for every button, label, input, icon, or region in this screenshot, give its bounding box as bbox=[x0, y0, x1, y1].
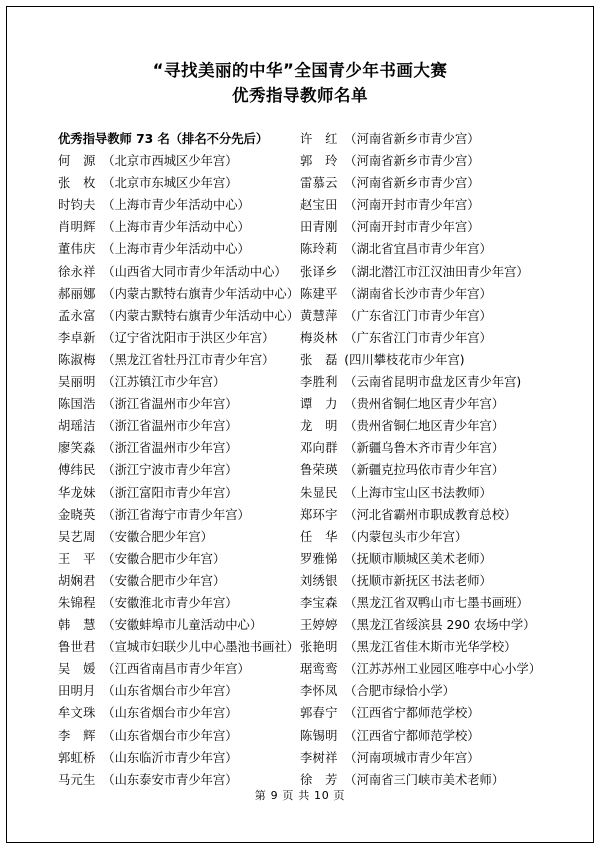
teacher-org: （合肥市绿恰小学） bbox=[344, 684, 455, 699]
name-list-columns bbox=[58, 128, 542, 791]
list-item bbox=[300, 261, 542, 283]
list-item bbox=[58, 548, 300, 570]
teacher-name: 王 平 bbox=[58, 551, 96, 566]
teacher-name: 李树祥 bbox=[300, 750, 338, 765]
list-item bbox=[300, 194, 542, 216]
teacher-org: （上海市青少年活动中心） bbox=[102, 220, 250, 235]
teacher-org: （山东泰安市青少年宫） bbox=[102, 772, 238, 787]
list-item bbox=[300, 504, 542, 526]
teacher-org: （山东省烟台市少年宫） bbox=[102, 706, 238, 721]
teacher-org: （内蒙古默特右旗青少年活动中心） bbox=[102, 308, 300, 323]
list-item bbox=[300, 172, 542, 194]
list-item bbox=[58, 459, 300, 481]
list-item bbox=[300, 680, 542, 702]
list-item bbox=[300, 128, 542, 150]
list-item bbox=[300, 393, 542, 415]
teacher-name: 邓向群 bbox=[300, 441, 338, 456]
teacher-name: 李胜利 bbox=[300, 375, 338, 390]
teacher-org: （河南省新乡市青少宫） bbox=[344, 176, 480, 191]
teacher-name: 李 辉 bbox=[58, 728, 96, 743]
teacher-name: 张 磊 bbox=[300, 352, 338, 367]
document-content bbox=[58, 58, 542, 791]
list-item bbox=[58, 526, 300, 548]
teacher-name: 何 源 bbox=[58, 154, 96, 169]
teacher-org: （内蒙包头市少年宫） bbox=[344, 529, 468, 544]
teacher-org: （抚顺市新抚区书法老师） bbox=[344, 573, 492, 588]
list-item bbox=[300, 283, 542, 305]
teacher-name: 罗雅悌 bbox=[300, 551, 338, 566]
teacher-name: 徐永祥 bbox=[58, 264, 96, 279]
teacher-name: 吴艺周 bbox=[58, 529, 96, 544]
list-item bbox=[58, 504, 300, 526]
teacher-org: （安徽淮北市青少年宫） bbox=[102, 595, 238, 610]
teacher-org: （广东省江门市青少年宫） bbox=[344, 308, 492, 323]
teacher-name: 马元生 bbox=[58, 772, 96, 787]
teacher-name: 郭虹桥 bbox=[58, 750, 96, 765]
list-item bbox=[58, 172, 300, 194]
teacher-name: 郝丽娜 bbox=[58, 286, 96, 301]
list-item bbox=[58, 658, 300, 680]
teacher-org: （浙江省海宁市青少年宫） bbox=[102, 507, 250, 522]
teacher-org: （湖南省长沙市青少年宫） bbox=[344, 286, 492, 301]
teacher-name: 田明月 bbox=[58, 684, 96, 699]
teacher-name: 董伟庆 bbox=[58, 242, 96, 257]
list-item bbox=[58, 305, 300, 327]
list-item bbox=[300, 658, 542, 680]
list-item bbox=[300, 415, 542, 437]
teacher-name: 孟永富 bbox=[58, 308, 96, 323]
teacher-org: （新疆克拉玛依市青少年宫） bbox=[344, 463, 505, 478]
teacher-org: （浙江省温州市少年宫） bbox=[102, 441, 238, 456]
teacher-org: （辽宁省沈阳市于洪区少年宫） bbox=[102, 330, 275, 345]
teacher-name: 廖笑淼 bbox=[58, 441, 96, 456]
list-item bbox=[300, 747, 542, 769]
teacher-name: 韩 慧 bbox=[58, 618, 96, 633]
teacher-name: 陈淑梅 bbox=[58, 352, 96, 367]
list-item bbox=[300, 150, 542, 172]
teacher-name: 赵宝田 bbox=[300, 198, 338, 213]
teacher-org: （江西省宁都师范学校） bbox=[344, 728, 480, 743]
teacher-org: （黑龙江省绥滨县 290 农场中学） bbox=[344, 618, 536, 633]
list-item bbox=[58, 216, 300, 238]
teacher-name: 刘绣银 bbox=[300, 573, 338, 588]
teacher-name: 王婷婷 bbox=[300, 618, 338, 633]
teacher-org: （黑龙江省牡丹江市青少年宫） bbox=[102, 352, 275, 367]
list-item bbox=[300, 636, 542, 658]
teacher-name: 陈锡明 bbox=[300, 728, 338, 743]
teacher-org: （黑龙江省佳木斯市光华学校） bbox=[344, 640, 517, 655]
teacher-org: （上海市青少年活动中心） bbox=[102, 198, 250, 213]
list-item bbox=[58, 680, 300, 702]
teacher-name: 张译乡 bbox=[300, 264, 338, 279]
teacher-org: （北京市东城区少年宫） bbox=[102, 176, 238, 191]
list-item bbox=[58, 194, 300, 216]
list-item bbox=[58, 482, 300, 504]
right-column bbox=[300, 128, 542, 791]
teacher-name: 郭 玲 bbox=[300, 154, 338, 169]
teacher-name: 金晓英 bbox=[58, 507, 96, 522]
teacher-name: 胡娴君 bbox=[58, 573, 96, 588]
teacher-name: 傅纬民 bbox=[58, 463, 96, 478]
teacher-name: 许 红 bbox=[300, 132, 338, 146]
teacher-name: 朱显民 bbox=[300, 485, 338, 500]
teacher-name: 李宝森 bbox=[300, 595, 338, 610]
teacher-name: 雷慕云 bbox=[300, 176, 338, 191]
list-item bbox=[300, 305, 542, 327]
list-item bbox=[58, 702, 300, 724]
teacher-name: 张艳明 bbox=[300, 640, 338, 655]
teacher-name: 任 华 bbox=[300, 529, 338, 544]
teacher-name: 鲁荣瑛 bbox=[300, 463, 338, 478]
teacher-org: （浙江富阳市青少年宫） bbox=[102, 485, 238, 500]
list-item bbox=[300, 548, 542, 570]
teacher-org: （浙江省温州市少年宫） bbox=[102, 397, 238, 412]
teacher-name: 牟文珠 bbox=[58, 706, 96, 721]
teacher-name: 胡瑶洁 bbox=[58, 419, 96, 434]
teacher-name: 谭 力 bbox=[300, 397, 338, 412]
teacher-org: （宣城市妇联少儿中心墨池书画社） bbox=[102, 640, 300, 655]
teacher-org: （安徽合肥市少年宫） bbox=[102, 573, 226, 588]
teacher-name: 肖明辉 bbox=[58, 220, 96, 235]
teacher-org: （安徽合肥少年宫） bbox=[102, 529, 213, 544]
list-item bbox=[58, 327, 300, 349]
page-footer: 第 9 页 共 10 页 bbox=[254, 789, 346, 802]
list-item bbox=[58, 150, 300, 172]
teacher-org: （河南开封市青少年宫） bbox=[344, 220, 480, 235]
left-column bbox=[58, 128, 300, 791]
teacher-org: （山东省烟台市少年宫） bbox=[102, 684, 238, 699]
teacher-org: （浙江省温州市少年宫） bbox=[102, 419, 238, 434]
list-item bbox=[58, 614, 300, 636]
teacher-org: （山东省烟台市少年宫） bbox=[102, 728, 238, 743]
list-item bbox=[58, 636, 300, 658]
title-line-1: “寻找美丽的中华”全国青少年书画大赛 bbox=[152, 61, 448, 80]
list-item bbox=[58, 570, 300, 592]
list-item bbox=[300, 702, 542, 724]
list-item bbox=[300, 482, 542, 504]
teacher-name: 李卓新 bbox=[58, 330, 96, 345]
title-line-2: 优秀指导教师名单 bbox=[232, 86, 368, 105]
teacher-org: （河北省霸州市职成教育总校） bbox=[344, 507, 517, 522]
teacher-name: 陈建平 bbox=[300, 286, 338, 301]
teacher-org: （河南项城市青少年宫） bbox=[344, 750, 480, 765]
teacher-name: 郑环宇 bbox=[300, 507, 338, 522]
list-item bbox=[300, 216, 542, 238]
list-item bbox=[300, 459, 542, 481]
teacher-name: 张 枚 bbox=[58, 176, 96, 191]
teacher-name: 黄慧萍 bbox=[300, 308, 338, 323]
list-item bbox=[300, 725, 542, 747]
teacher-org: （湖北省宜昌市青少年宫） bbox=[344, 242, 492, 257]
teacher-name: 郭春宁 bbox=[300, 706, 338, 721]
teacher-org: （安徽蚌埠市儿童活动中心） bbox=[102, 618, 263, 633]
list-item bbox=[58, 371, 300, 393]
list-item bbox=[300, 327, 542, 349]
teacher-org: （抚顺市顺城区美术老师） bbox=[344, 551, 492, 566]
teacher-name: 华龙妹 bbox=[58, 485, 96, 500]
teacher-org: （浙江宁波市青少年宫） bbox=[102, 463, 238, 478]
teacher-org: （湖北潜江市江汉油田青少年宫） bbox=[344, 264, 529, 279]
teacher-org: （上海市宝山区书法教师） bbox=[344, 485, 492, 500]
list-item bbox=[58, 592, 300, 614]
teacher-org: （云南省昆明市盘龙区青少年宫) bbox=[344, 375, 522, 390]
section-heading: 优秀指导教师 73 名（排名不分先后） bbox=[58, 132, 269, 146]
teacher-org: （河南省新乡市青少宫） bbox=[344, 154, 480, 169]
teacher-org: （江西省宁都师范学校） bbox=[344, 706, 480, 721]
teacher-name: 陈国浩 bbox=[58, 397, 96, 412]
teacher-org: （河南开封市青少年宫） bbox=[344, 198, 480, 213]
teacher-name: 陈玲莉 bbox=[300, 242, 338, 257]
list-item bbox=[58, 725, 300, 747]
teacher-org: （北京市西城区少年宫） bbox=[102, 154, 238, 169]
teacher-name: 田青刚 bbox=[300, 220, 338, 235]
teacher-name: 吴 媛 bbox=[58, 662, 96, 677]
teacher-org: （黑龙江省双鸭山市七墨书画班） bbox=[344, 595, 529, 610]
teacher-org: （贵州省铜仁地区青少年宫） bbox=[344, 397, 505, 412]
teacher-name: 鲁世君 bbox=[58, 640, 96, 655]
teacher-org: （山东临沂市青少年宫） bbox=[102, 750, 238, 765]
teacher-name: 琚鸾鸾 bbox=[300, 662, 338, 677]
teacher-org: （江苏镇江市少年宫） bbox=[102, 375, 226, 390]
teacher-org: （江苏苏州工业园区唯亭中心小学） bbox=[344, 662, 542, 677]
teacher-org: （河南省新乡市青少宫） bbox=[344, 132, 480, 146]
list-item bbox=[300, 238, 542, 260]
teacher-name: 朱锦程 bbox=[58, 595, 96, 610]
teacher-org: （内蒙古默特右旗青少年活动中心） bbox=[102, 286, 300, 301]
list-item bbox=[58, 261, 300, 283]
list-item bbox=[58, 283, 300, 305]
list-item bbox=[58, 415, 300, 437]
teacher-org: （上海市青少年活动中心） bbox=[102, 242, 250, 257]
document-title bbox=[58, 58, 542, 108]
list-item bbox=[58, 393, 300, 415]
list-item bbox=[300, 614, 542, 636]
list-item bbox=[58, 747, 300, 769]
list-item bbox=[300, 437, 542, 459]
teacher-org: （江西省南昌市青少年宫） bbox=[102, 662, 250, 677]
teacher-org: （贵州省铜仁地区青少年宫） bbox=[344, 419, 505, 434]
teacher-org: （山西省大同市青少年活动中心） bbox=[102, 264, 287, 279]
teacher-org: （新疆乌鲁木齐市青少年宫） bbox=[344, 441, 505, 456]
teacher-org: (四川攀枝花市少年宫) bbox=[344, 352, 465, 367]
teacher-org: （河南省三门峡市美术老师） bbox=[344, 772, 505, 787]
teacher-name: 梅炎林 bbox=[300, 330, 338, 345]
list-item bbox=[58, 238, 300, 260]
list-item bbox=[300, 349, 542, 371]
list-item bbox=[300, 371, 542, 393]
list-item bbox=[58, 437, 300, 459]
teacher-name: 吴丽明 bbox=[58, 375, 96, 390]
list-item bbox=[300, 570, 542, 592]
list-item bbox=[300, 526, 542, 548]
teacher-org: （广东省江门市青少年宫） bbox=[344, 330, 492, 345]
teacher-org: （安徽合肥市少年宫） bbox=[102, 551, 226, 566]
list-item bbox=[300, 592, 542, 614]
list-item bbox=[58, 349, 300, 371]
teacher-name: 李怀凤 bbox=[300, 684, 338, 699]
teacher-name: 时钧夫 bbox=[58, 198, 96, 213]
teacher-name: 龙 明 bbox=[300, 419, 338, 434]
teacher-name: 徐 芳 bbox=[300, 772, 338, 787]
